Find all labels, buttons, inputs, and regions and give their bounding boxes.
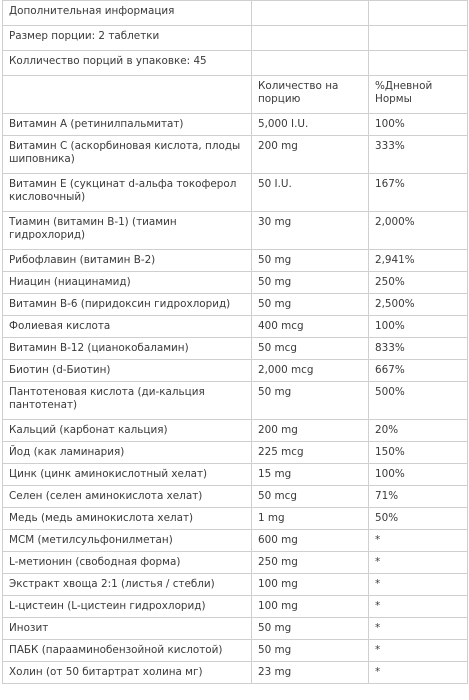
nutrient-amount: 200 mg [252,136,369,174]
nutrient-daily-value: 167% [369,174,468,212]
nutrient-daily-value: 100% [369,316,468,338]
nutrient-daily-value: 500% [369,382,468,420]
nutrient-name: Витамин B-6 (пиридоксин гидрохлорид) [3,294,252,316]
nutrient-daily-value: 667% [369,360,468,382]
nutrient-name: Рибофлавин (витамин B-2) [3,250,252,272]
nutrient-daily-value: * [369,618,468,640]
column-header-row [3,76,468,114]
table-row [3,338,468,360]
nutrient-name: Экстракт хвоща 2:1 (листья / стебли) [3,574,252,596]
header-row-servings [3,51,468,76]
column-header-dv: %Дневной Нормы [369,76,468,114]
table-row [3,250,468,272]
nutrient-amount: 30 mg [252,212,369,250]
table-row [3,294,468,316]
nutrient-daily-value: 250% [369,272,468,294]
table-row [3,618,468,640]
header-row-title [3,1,468,26]
nutrient-name: Инозит [3,618,252,640]
nutrient-daily-value: * [369,574,468,596]
table-row [3,420,468,442]
table-row [3,382,468,420]
nutrient-daily-value: 100% [369,464,468,486]
table-row [3,360,468,382]
nutrient-amount: 50 mg [252,272,369,294]
nutrient-amount: 50 mcg [252,486,369,508]
nutrient-amount: 15 mg [252,464,369,486]
table-row [3,640,468,662]
empty-cell [369,1,468,26]
table-row [3,530,468,552]
nutrient-amount: 50 mcg [252,338,369,360]
nutrient-amount: 50 mg [252,382,369,420]
empty-cell [252,26,369,51]
nutrient-daily-value: * [369,596,468,618]
nutrient-name: Фолиевая кислота [3,316,252,338]
nutrient-name: Ниацин (ниацинамид) [3,272,252,294]
nutrient-daily-value: * [369,662,468,684]
empty-cell [3,76,252,114]
nutrient-daily-value: * [369,640,468,662]
nutrient-amount: 400 mcg [252,316,369,338]
nutrient-name: Витамин Е (сукцинат d-альфа токоферол кисловочный) [3,174,252,212]
nutrient-name: Йод (как ламинария) [3,442,252,464]
empty-cell [252,51,369,76]
table-row [3,464,468,486]
nutrient-amount: 1 mg [252,508,369,530]
table-row [3,316,468,338]
nutrient-name: Селен (селен аминокислота хелат) [3,486,252,508]
nutrient-name: L-цистеин (L-цистеин гидрохлорид) [3,596,252,618]
nutrient-name: Витамин А (ретинилпальмитат) [3,114,252,136]
nutrient-name: Цинк (цинк аминокислотный хелат) [3,464,252,486]
nutrient-amount: 50 mg [252,640,369,662]
table-row [3,212,468,250]
nutrient-name: Кальций (карбонат кальция) [3,420,252,442]
nutrient-daily-value: 20% [369,420,468,442]
nutrient-amount: 5,000 I.U. [252,114,369,136]
table-row [3,662,468,684]
nutrient-daily-value: 833% [369,338,468,360]
nutrient-amount: 100 mg [252,596,369,618]
nutrient-amount: 50 mg [252,250,369,272]
table-row [3,508,468,530]
table-row [3,174,468,212]
nutrient-daily-value: 2,941% [369,250,468,272]
table-row [3,272,468,294]
nutrient-amount: 50 mg [252,618,369,640]
nutrient-amount: 50 mg [252,294,369,316]
table-row [3,574,468,596]
serving-size: Размер порции: 2 таблетки [3,26,252,51]
nutrient-amount: 200 mg [252,420,369,442]
table-row [3,552,468,574]
nutrient-name: Медь (медь аминокислота хелат) [3,508,252,530]
nutrient-name: Холин (от 50 битартрат холина мг) [3,662,252,684]
header-row-serving-size [3,26,468,51]
nutrient-name: Витамин B-12 (цианокобаламин) [3,338,252,360]
nutrient-daily-value: 50% [369,508,468,530]
nutrient-daily-value: * [369,530,468,552]
empty-cell [252,1,369,26]
table-row [3,486,468,508]
table-row [3,442,468,464]
nutrient-daily-value: 71% [369,486,468,508]
nutrient-amount: 600 mg [252,530,369,552]
servings-per-container: Колличество порций в упаковке: 45 [3,51,252,76]
nutrient-name: MCM (метилсульфонилметан) [3,530,252,552]
supplement-facts-table [2,0,468,684]
table-row [3,596,468,618]
nutrient-name: ПАБК (парааминобензойной кислотой) [3,640,252,662]
nutrient-daily-value: * [369,552,468,574]
nutrient-amount: 100 mg [252,574,369,596]
table-title: Дополнительная информация [3,1,252,26]
nutrient-daily-value: 2,000% [369,212,468,250]
table-row [3,136,468,174]
empty-cell [369,26,468,51]
nutrient-name: Тиамин (витамин B-1) (тиамин гидрохлорид) [3,212,252,250]
nutrient-daily-value: 333% [369,136,468,174]
nutrient-amount: 225 mcg [252,442,369,464]
nutrient-daily-value: 100% [369,114,468,136]
nutrient-name: Пантотеновая кислота (ди-кальция пантотенат) [3,382,252,420]
nutrient-amount: 250 mg [252,552,369,574]
nutrient-daily-value: 2,500% [369,294,468,316]
nutrient-name: L-метионин (свободная форма) [3,552,252,574]
column-header-amount: Количество на порцию [252,76,369,114]
nutrient-amount: 50 I.U. [252,174,369,212]
nutrient-amount: 2,000 mcg [252,360,369,382]
nutrient-name: Биотин (d-Биотин) [3,360,252,382]
nutrient-daily-value: 150% [369,442,468,464]
nutrient-amount: 23 mg [252,662,369,684]
table-row [3,114,468,136]
empty-cell [369,51,468,76]
nutrient-name: Витамин C (аскорбиновая кислота, плоды шиповника) [3,136,252,174]
